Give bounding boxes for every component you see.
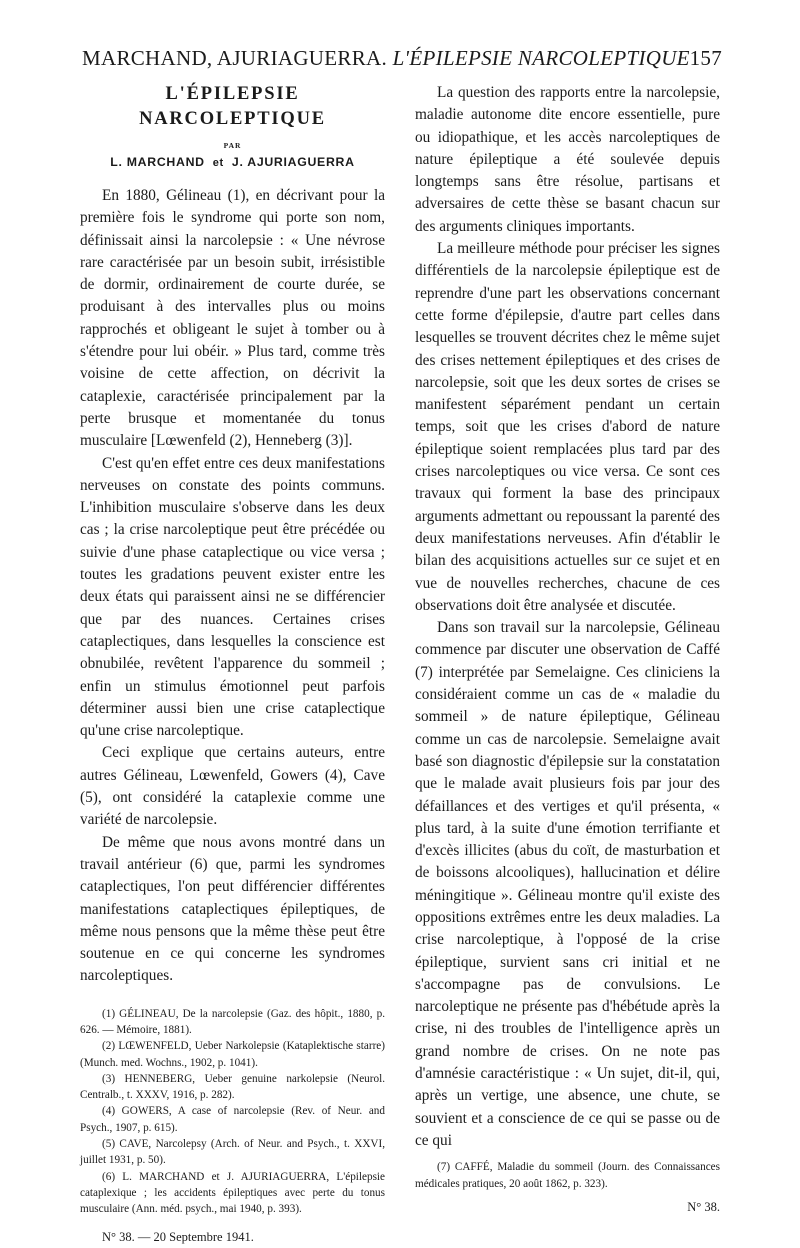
- footnote: (2) LŒWENFELD, Ueber Narkolepsie (Kataplektische starre) (Munch. med. Wochns., 1902, p. 1041).: [80, 1040, 385, 1069]
- article-title-line-1: L'ÉPILEPSIE: [165, 84, 300, 104]
- byline-par: PAR: [223, 141, 242, 150]
- right-column: [415, 82, 720, 1218]
- right-footnotes: [415, 1159, 720, 1192]
- author-2: J. AJURIAGUERRA: [231, 155, 355, 169]
- author-1: L. MARCHAND: [110, 155, 205, 169]
- right-paragraph: La meilleure méthode pour préciser les signes différentiels de la narcolepsie épileptique est de reprendre d'une part les observations concernant cette forme d'épilepsie, d'autre part celles dans lesquelles se trouvent décrites chez le même sujet des crises nettement épileptiques et des crises de narcolepsie, soit que les deux sortes de crises se manifestent séparément pendant un certain temps, soit que les crises d'abord de nature épileptique soient remplacées plus tard par des crises narcoleptiques ou vice versa. Ce sont ces travaux qui forment la base des principaux arguments admettant ou repoussant la parenté des deux manifestations nerveuses. Afin d'établir le bilan des acquisitions actuelles sur ce sujet et en vue de nouvelles recherches, chacune de ces observations doit être analysée et discutée.: [415, 240, 720, 614]
- left-paragraph: De même que nous avons montré dans un travail antérieur (6) que, parmi les syndromes cataplectiques, l'on peut différencier différentes manifestations cataplectiques épileptiques, de même nous pensons que la même thèse peut être soutenue en ce qui concerne les syndromes narcoleptiques.: [80, 833, 385, 985]
- article-title-line-2: NARCOLEPTIQUE: [139, 109, 326, 129]
- footnote: (4) GOWERS, A case of narcolepsie (Rev. of Neur. and Psych., 1907, p. 615).: [80, 1105, 385, 1134]
- left-paragraph: C'est qu'en effet entre ces deux manifestations nerveuses on constate des points communs. L'inhibition musculaire s'observe dans les deux cas ; la crise narcoleptique peut être précédée ou suivie d'une phase cataplectique ou vice versa ; toutes les gradations peuvent exister entre les deux états qui paraissent ainsi ne se différencier que par des nuances. Certaines crises cataplectiques, dans lesquelles la conscience est obnubilée, revêtent l'apparence du sommeil ; enfin un stimulus émotionnel peut parfois déterminer aussi bien une crise cataplectique qu'une crise narcoleptique.: [80, 454, 385, 740]
- footnote: (6) L. MARCHAND et J. AJURIAGUERRA, L'épilepsie cataplexique ; les accidents épileptiques avec perte du tonus musculaire (Ann. méd. psych., mai 1940, p. 393).: [80, 1170, 385, 1216]
- byline: [80, 154, 385, 171]
- right-paragraph: La question des rapports entre la narcolepsie, maladie autonome dite encore essentielle, pure ou idiopathique, et les accès narcoleptiques de nature épileptique a été soulevée depuis longtemps sans être résolue, partisans et adversaires de cette thèse se basant chacun sur des arguments cliniques importants.: [415, 84, 720, 235]
- article-title: [80, 82, 385, 132]
- issue-line: N° 38. — 20 Septembre 1941.: [102, 1229, 254, 1244]
- running-head-article-title: L'ÉPILEPSIE NARCOLEPTIQUE: [392, 46, 690, 70]
- left-paragraph: Ceci explique que certains auteurs, entre autres Gélineau, Lœwenfeld, Gowers (4), Cave (5), ont considéré la cataplexie comme une variété de narcolepsie.: [80, 744, 385, 829]
- page-number: 157: [689, 46, 722, 70]
- byline-et: et: [212, 157, 224, 169]
- footnote: (1) GÉLINEAU, De la narcolepsie (Gaz. des hôpit., 1880, p. 626. — Mémoire, 1881).: [80, 1007, 385, 1036]
- right-paragraph: Dans son travail sur la narcolepsie, Gélineau commence par discuter une observation de Caffé (7) interprétée par Semelaigne. Ces cliniciens la considéraient comme un cas de « maladie du sommeil » de nature épileptique, Gélineau comme un cas de narcolepsie. Semelaigne avait basé son diagnostic d'épilepsie sur la constatation que le malade avait plusieurs fois par jour des défaillances et des vertiges et qu'il présenta, « plus tard, à la suite d'une émotion terrifiante et d'excès illicites (abus du coït, de masturbation et de boissons alcooliques), hallucination et délire méningitique ». Gélineau montre qu'il existe des oppositions extrêmes entre les deux maladies. La crise narcoleptique, à l'opposé de la crise épileptique, survient sans cri initial et ne s'accompagne pas de convulsions. Le narcoleptique ne présente pas d'hébétude après la crise, ni des troubles de l'intelligence après un grand nombre de crises. On ne note pas d'amnésie caractéristique : « Un sujet, dit-il, qui, après un vertige, une absence, une chute, se souvient et a conscience de ce qui se passe ou de ce qui: [415, 619, 720, 1149]
- issue-number: N° 38.: [687, 1199, 720, 1214]
- footnote: (7) CAFFÉ, Maladie du sommeil (Journ. des Connaissances médicales pratiques, 20 août 1862, p. 323).: [415, 1161, 720, 1190]
- running-head-authors: MARCHAND, AJURIAGUERRA.: [82, 46, 388, 70]
- left-column: [80, 82, 385, 1248]
- running-head: [82, 46, 722, 76]
- left-paragraph: En 1880, Gélineau (1), en décrivant pour la première fois le syndrome qui porte son nom, définissait ainsi la narcolepsie : « Une névrose rare caractérisée par un besoin subit, irrésistible de dormir, ordinairement de courte durée, se produisant à des intervalles plus ou moins rapprochés et obligeant le sujet à tomber ou à s'étendre pour lui obéir. » Plus tard, comme très voisine de cette affection, on décrivit la cataplexie, caractérisée principalement par la perte brusque et momentanée du tonus musculaire [Lœwenfeld (2), Henneberg (3)].: [80, 187, 385, 450]
- running-head-title: [82, 46, 690, 71]
- footnote: (5) CAVE, Narcolepsy (Arch. of Neur. and Psych., t. XXVI, juillet 1931, p. 50).: [80, 1138, 385, 1167]
- footnote: (3) HENNEBERG, Ueber genuine narkolepsie (Neurol. Centralb., t. XXXV, 1916, p. 282).: [80, 1072, 385, 1102]
- left-footnotes: [80, 1006, 385, 1218]
